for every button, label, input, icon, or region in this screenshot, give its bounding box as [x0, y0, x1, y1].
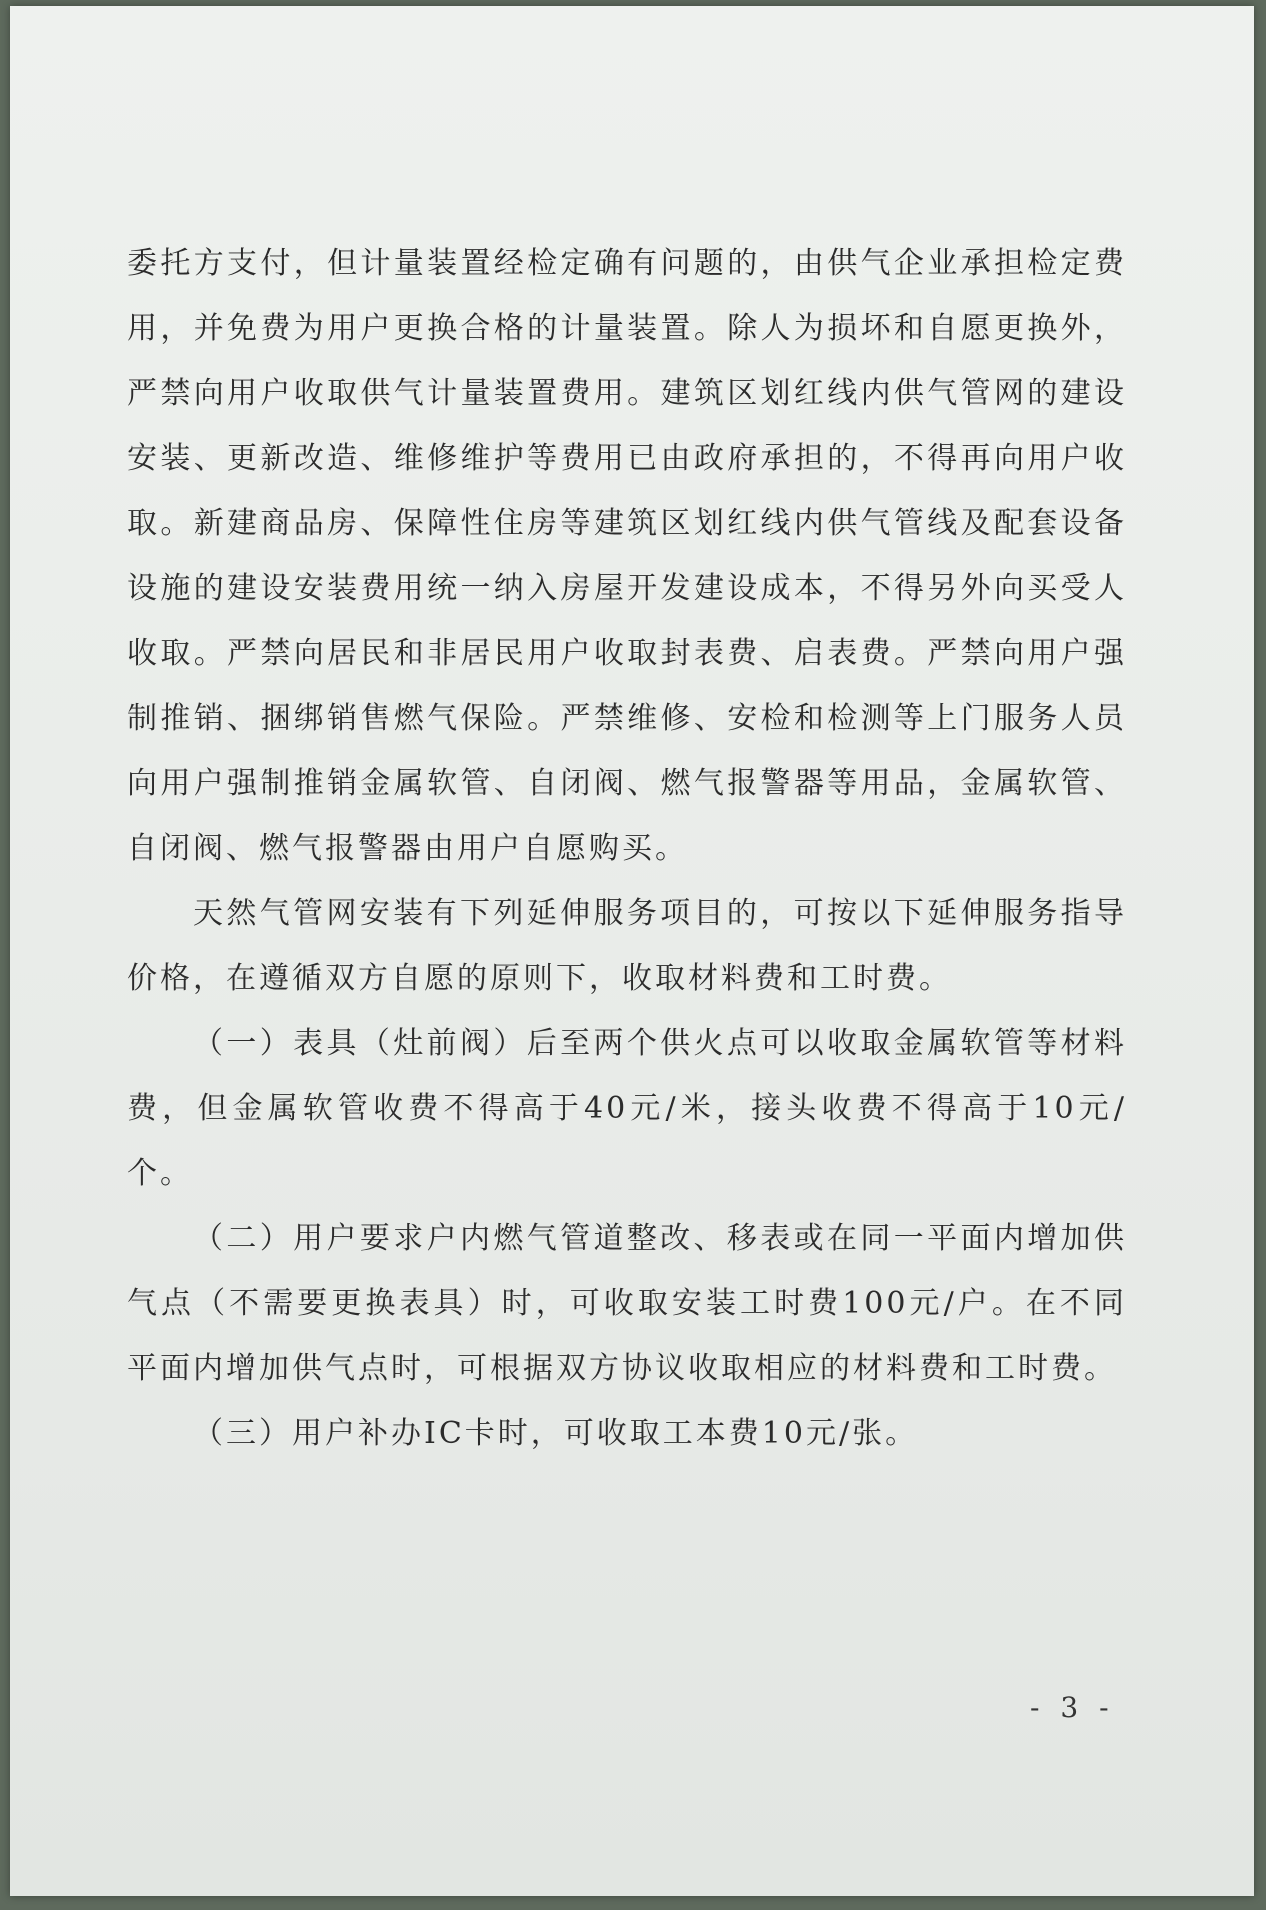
paragraph-item-1: （一）表具（灶前阀）后至两个供火点可以收取金属软管等材料费，但金属软管收费不得高于40元/米，接头收费不得高于10元/个。 — [127, 1026, 1127, 1191]
paragraph-extension-services: 天然气管网安装有下列延伸服务项目的，可按以下延伸服务指导价格，在遵循双方自愿的原则下，收取材料费和工时费。 — [127, 896, 1127, 996]
paragraph-item-3: （三）用户补办IC卡时，可收取工本费10元/张。 — [193, 1416, 919, 1451]
paragraph-continuation: 委托方支付，但计量装置经检定确有问题的，由供气企业承担检定费用，并免费为用户更换合格的计量装置。除人为损坏和自愿更换外，严禁向用户收取供气计量装置费用。建筑区划红线内供气管网的建设安装、更新改造、维修维护等费用已由政府承担的，不得再向用户收取。新建商品房、保障性住房等建筑区划红线内供气管线及配套设备设施的建设安装费用统一纳入房屋开发建设成本，不得另外向买受人收取。严禁向居民和非居民用户收取封表费、启表费。严禁向用户强制推销、捆绑销售燃气保险。严禁维修、安检和检测等上门服务人员向用户强制推销金属软管、自闭阀、燃气报警器等用品，金属软管、自闭阀、燃气报警器由用户自愿购买。 — [127, 246, 1127, 866]
paragraph-item-2: （二）用户要求户内燃气管道整改、移表或在同一平面内增加供气点（不需要更换表具）时，可收取安装工时费100元/户。在不同平面内增加供气点时，可根据双方协议收取相应的材料费和工时费。 — [127, 1221, 1127, 1386]
body-text — [127, 231, 1127, 1466]
page-number: - 3 - — [1030, 1691, 1115, 1724]
document-page — [10, 6, 1254, 1896]
